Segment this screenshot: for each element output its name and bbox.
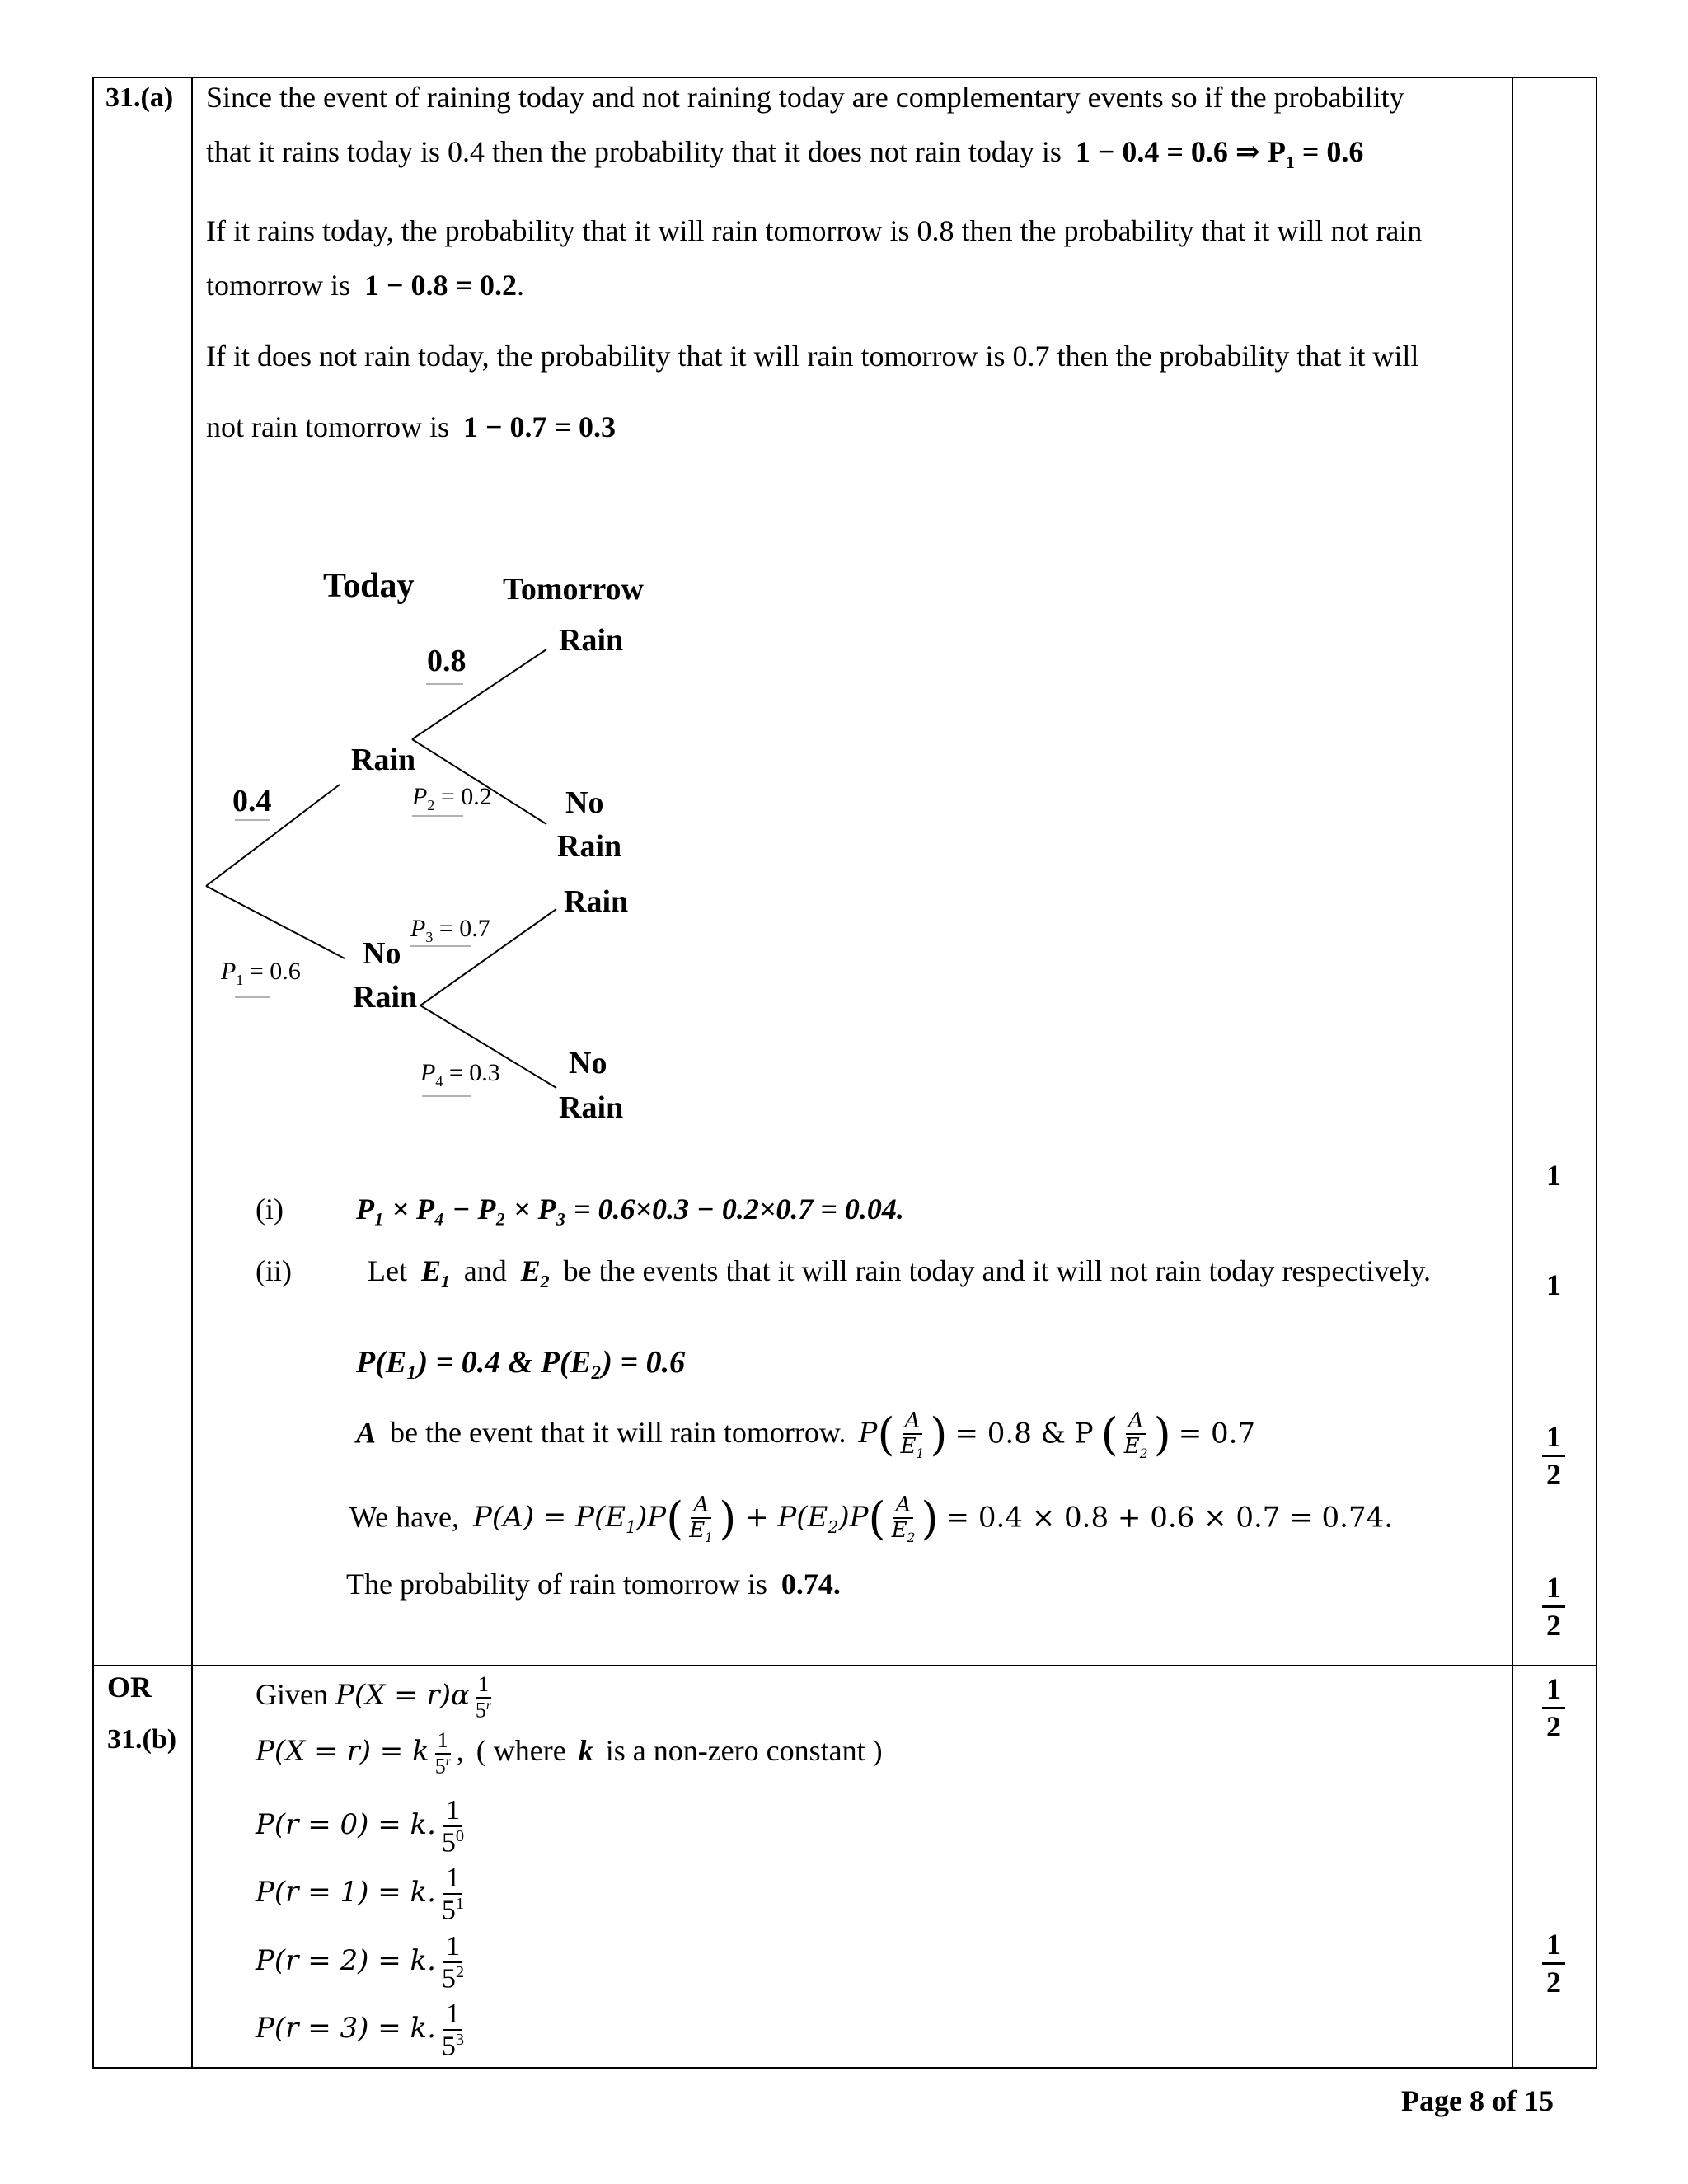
pr2-num: 1 <box>443 1931 462 1963</box>
part-ii-line1 <box>368 1253 1431 1293</box>
pr2-line <box>256 1931 470 1994</box>
pr3-line <box>256 1999 470 2062</box>
given-frac-num: 1 <box>476 1673 491 1699</box>
given-eq: P(X = r)α <box>335 1679 470 1713</box>
para3-line1: If it does not rain today, the probability that it will rain tomorrow is 0.7 then the probability that it will <box>206 340 1419 373</box>
tree-prob-rain-rain: 0.8 <box>427 644 467 678</box>
mark-part-ii: 1 <box>1546 1268 1561 1301</box>
tree-p4-val: = 0.3 <box>443 1059 500 1086</box>
tree-p3-val: = 0.7 <box>433 915 490 942</box>
para2-line2: tomorrow is 1 − 0.8 = 0.2. <box>206 269 525 302</box>
para1-eq-end: = 0.6 <box>1294 135 1364 168</box>
pr2-text: P(r = 2) = k. <box>256 1943 436 1977</box>
pr3-exp: 3 <box>455 2031 465 2050</box>
tree-p2-val: = 0.2 <box>434 783 492 810</box>
pr0-exp: 0 <box>455 1827 465 1846</box>
tree-today-rain: Rain <box>351 743 416 777</box>
event-e2 <box>520 1254 550 1292</box>
eq2-frac-base: 5 <box>434 1754 446 1779</box>
event-e2-var: E <box>520 1254 541 1287</box>
total-prob-result: = 0.4 × 0.8 + 0.6 × 0.7 = 0.74. <box>945 1501 1394 1535</box>
eq2-line: P(X = r) = k $\frac{1}{5^r}$ , ( where k is a non-zero constant ) <box>256 1728 883 1779</box>
pr0-frac <box>439 1795 467 1858</box>
pr3-frac <box>439 1999 467 2062</box>
conclusion-value: 0.74. <box>781 1568 841 1601</box>
mark-half-2 <box>1529 1570 1578 1643</box>
tree-p4-label <box>420 1059 500 1090</box>
mark-half-1-num: 1 <box>1542 1419 1565 1457</box>
tree-p2-var: P <box>412 783 428 810</box>
tree-tomorrow-rain-3: Rain <box>564 884 629 919</box>
given-line <box>256 1673 497 1722</box>
tree-p4-sub: 4 <box>435 1073 443 1090</box>
tree-tomorrow-rain-4: Rain <box>559 1090 624 1125</box>
eq2-frac-num: 1 <box>435 1729 451 1755</box>
tree-tomorrow-no-1: No <box>565 785 604 820</box>
conclusion-line <box>346 1566 841 1603</box>
total-prob-formula: $P(A) = P(E_1)P$( $\frac{A}{E_1}$ ) + $P(E_2)P$( $\frac{A}{E_2}$ ) <box>473 1493 939 1545</box>
given-frac <box>473 1673 494 1722</box>
para3-line2-text: not rain tomorrow is <box>206 410 449 443</box>
event-a-text: be the event that it will rain tomorrow. <box>390 1416 846 1450</box>
pr1-base: 5 <box>441 1895 456 1926</box>
mark-part-i: 1 <box>1546 1159 1561 1192</box>
mark-half-2-num: 1 <box>1542 1570 1565 1608</box>
part-i-equation: P₁ × P₄ − P₂ × P₃ = 0.6×0.3 − 0.2×0.7 = 0.04. <box>356 1193 904 1226</box>
event-e1-var: E <box>420 1254 441 1287</box>
pr2-base: 5 <box>441 1963 456 1994</box>
eq2-k: k <box>578 1734 593 1768</box>
tree-tomorrow-no-2: No <box>569 1046 607 1080</box>
part-ii-label: (ii) <box>256 1254 292 1287</box>
part-ii-and: and <box>463 1254 507 1287</box>
or-label: OR <box>107 1671 152 1704</box>
tree-today-no-rain: Rain <box>353 980 418 1015</box>
tree-p4-var: P <box>420 1059 436 1086</box>
pr2-den <box>439 1963 467 1994</box>
part-i-label: (i) <box>256 1193 284 1226</box>
mark-half-1-den: 2 <box>1546 1458 1561 1492</box>
para1-eq-main: 1 − 0.4 = 0.6 ⇒ P <box>1075 135 1287 168</box>
para2-line2-text: tomorrow is <box>206 269 350 302</box>
pr2-frac <box>439 1931 467 1994</box>
conclusion-text: The probability of rain tomorrow is <box>346 1568 767 1601</box>
event-a-line <box>356 1409 1255 1461</box>
mark-half-3-den: 2 <box>1546 1710 1561 1744</box>
tree-p1-sub: 1 <box>236 972 244 988</box>
para2-line1: If it rains today, the probability that it will rain tomorrow is 0.8 then the probability that it will not rain <box>206 214 1423 247</box>
pr0-den <box>439 1827 467 1858</box>
tree-p3-var: P <box>410 915 426 942</box>
cond-prob-1: P( $\frac{A}{E_1}$ ) <box>858 1408 948 1461</box>
eq2-frac-den <box>433 1755 453 1779</box>
pr1-text: P(r = 1) = k. <box>256 1875 436 1909</box>
pr0-num: 1 <box>443 1795 462 1827</box>
event-a-var: A <box>356 1416 377 1450</box>
pr3-text: P(r = 3) = k. <box>256 2011 436 2045</box>
cond-eq1: = 0.8 & P <box>954 1417 1094 1451</box>
mark-half-3-num: 1 <box>1542 1671 1565 1709</box>
total-prob-line <box>349 1493 1393 1545</box>
tree-header-today: Today <box>323 567 415 605</box>
pr1-frac <box>439 1863 467 1926</box>
eq2-frac-exp: r <box>445 1754 451 1769</box>
pr1-exp: 1 <box>455 1895 465 1914</box>
pr2-exp: 2 <box>455 1963 465 1982</box>
tree-p3-label <box>410 915 490 946</box>
we-have-text: We have, <box>349 1500 460 1534</box>
part-ii-line1-rest: be the events that it will rain today and it will not rain today respectively. <box>563 1254 1431 1287</box>
tree-header-tomorrow: Tomorrow <box>503 572 644 607</box>
given-frac-exp: r <box>485 1698 491 1713</box>
mark-half-4 <box>1529 1927 1578 2000</box>
pr3-num: 1 <box>443 1999 462 2031</box>
tree-p1-label <box>221 958 301 989</box>
para3-equation: 1 − 0.7 = 0.3 <box>462 410 616 443</box>
tree-today-no: No <box>363 936 401 971</box>
para1-eq-sub: 1 <box>1286 152 1295 173</box>
given-frac-base: 5 <box>475 1698 486 1722</box>
eq2-note-a: ( where <box>476 1734 566 1768</box>
mark-half-1 <box>1529 1419 1578 1493</box>
question-label-31a: 31.(a) <box>106 82 174 113</box>
pr0-text: P(r = 0) = k. <box>256 1807 436 1841</box>
pr3-base: 5 <box>441 2031 456 2062</box>
tree-prob-today-rain: 0.4 <box>232 784 272 818</box>
event-e2-sub: 2 <box>540 1272 550 1292</box>
eq2-note-b: is a non-zero constant ) <box>605 1734 883 1768</box>
event-e1 <box>420 1254 450 1292</box>
tree-tomorrow-rain-2: Rain <box>557 829 622 864</box>
tree-p1-val: = 0.6 <box>243 958 301 985</box>
mark-half-2-den: 2 <box>1546 1609 1561 1643</box>
event-e1-sub: 1 <box>441 1272 450 1292</box>
tree-p3-sub: 3 <box>425 929 434 945</box>
para2-equation: 1 − 0.8 = 0.2 <box>364 269 518 302</box>
tree-tomorrow-rain-1: Rain <box>559 623 624 658</box>
mark-half-4-den: 2 <box>1546 1966 1561 1999</box>
tree-p1-var: P <box>221 958 237 985</box>
tree-p2-sub: 2 <box>427 797 435 813</box>
question-label-31b: 31.(b) <box>107 1724 177 1755</box>
pr1-num: 1 <box>443 1863 462 1895</box>
cond-prob-2: ( $\frac{A}{E_2}$ ) <box>1100 1408 1171 1461</box>
pr1-line <box>256 1863 470 1926</box>
given-frac-den <box>473 1699 494 1722</box>
mark-half-4-num: 1 <box>1542 1927 1565 1965</box>
pe-equation: P(E₁) = 0.4 & P(E₂) = 0.6 <box>356 1345 686 1380</box>
pr0-line <box>256 1795 470 1858</box>
page-number: Page 8 of 15 <box>1401 2084 1554 2117</box>
eq2-main: P(X = r) = k <box>256 1735 429 1769</box>
pr0-base: 5 <box>441 1827 456 1858</box>
eq2-frac <box>433 1729 453 1779</box>
mark-half-3 <box>1529 1671 1578 1745</box>
tree-p2-label <box>412 783 492 814</box>
pr3-den <box>439 2031 467 2062</box>
pr1-den <box>439 1895 467 1926</box>
cond-eq2: = 0.7 <box>1178 1417 1256 1451</box>
para1-line1: Since the event of raining today and not raining today are complementary events so if the probability <box>206 81 1404 114</box>
part-ii-let: Let <box>368 1254 407 1287</box>
given-text: Given <box>256 1678 328 1712</box>
para1-line2-text: that it rains today is 0.4 then the probability that it does not rain today is <box>206 135 1062 168</box>
